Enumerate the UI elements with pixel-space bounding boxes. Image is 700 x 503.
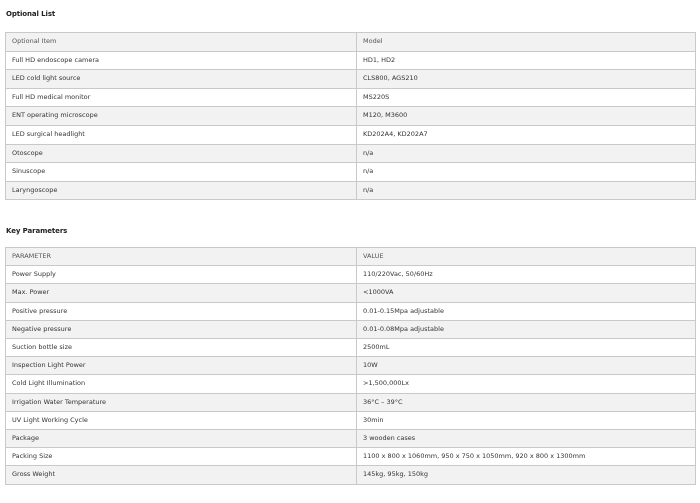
table-row — [6, 125, 696, 144]
item-model-cell: n/a — [357, 163, 696, 182]
table-row — [6, 144, 696, 163]
parameter-name-cell: Inspection Light Power — [6, 357, 357, 375]
table-header-row — [6, 248, 696, 266]
optional-list-table — [5, 32, 696, 200]
table-row — [6, 107, 696, 126]
item-name-cell: LED cold light source — [6, 70, 357, 89]
table-row — [6, 339, 696, 357]
parameter-name-cell: Package — [6, 430, 357, 448]
parameter-value-cell: 0.01-0.08Mpa adjustable — [357, 320, 696, 338]
item-name-cell: Sinuscope — [6, 163, 357, 182]
header-cell-item: Optional Item — [6, 33, 357, 52]
parameter-value-cell: 10W — [357, 357, 696, 375]
item-name-cell: Laryngoscope — [6, 181, 357, 200]
table-row — [6, 357, 696, 375]
table-row — [6, 88, 696, 107]
item-model-cell: MS220S — [357, 88, 696, 107]
parameter-value-cell: 3 wooden cases — [357, 430, 696, 448]
table-row — [6, 393, 696, 411]
parameter-value-cell: 36°C – 39°C — [357, 393, 696, 411]
item-model-cell: M120, M3600 — [357, 107, 696, 126]
table-row — [6, 375, 696, 393]
item-name-cell: Otoscope — [6, 144, 357, 163]
parameter-name-cell: Negative pressure — [6, 320, 357, 338]
item-model-cell: CLS800, AGS210 — [357, 70, 696, 89]
table-row — [6, 284, 696, 302]
table-row — [6, 411, 696, 429]
table-row — [6, 70, 696, 89]
parameter-name-cell: Gross Weight — [6, 466, 357, 484]
parameter-name-cell: Irrigation Water Temperature — [6, 393, 357, 411]
table-row — [6, 51, 696, 70]
parameter-name-cell: Suction bottle size — [6, 339, 357, 357]
parameter-value-cell: >1,500,000Lx — [357, 375, 696, 393]
table-row — [6, 302, 696, 320]
item-name-cell: LED surgical headlight — [6, 125, 357, 144]
parameter-value-cell: 0.01-0.15Mpa adjustable — [357, 302, 696, 320]
parameter-value-cell: 30min — [357, 411, 696, 429]
header-cell-model: Model — [357, 33, 696, 52]
table-row — [6, 466, 696, 484]
table-row — [6, 163, 696, 182]
item-name-cell: ENT operating microscope — [6, 107, 357, 126]
header-cell-parameter: PARAMETER — [6, 248, 357, 266]
header-cell-value: VALUE — [357, 248, 696, 266]
table-row — [6, 448, 696, 466]
parameter-value-cell: 1100 x 800 x 1060mm, 950 x 750 x 1050mm, 920 x 800 x 1300mm — [357, 448, 696, 466]
item-model-cell: n/a — [357, 181, 696, 200]
item-name-cell: Full HD medical monitor — [6, 88, 357, 107]
item-model-cell: KD202A4, KD202A7 — [357, 125, 696, 144]
parameter-name-cell: Max. Power — [6, 284, 357, 302]
item-model-cell: HD1, HD2 — [357, 51, 696, 70]
parameter-name-cell: UV Light Working Cycle — [6, 411, 357, 429]
key-parameters-title: Key Parameters — [6, 227, 68, 235]
table-row — [6, 320, 696, 338]
parameter-value-cell: <1000VA — [357, 284, 696, 302]
item-name-cell: Full HD endoscope camera — [6, 51, 357, 70]
parameter-name-cell: Positive pressure — [6, 302, 357, 320]
table-row — [6, 430, 696, 448]
item-model-cell: n/a — [357, 144, 696, 163]
parameter-name-cell: Packing Size — [6, 448, 357, 466]
optional-list-title: Optional List — [6, 10, 56, 18]
table-header-row — [6, 33, 696, 52]
parameter-value-cell: 2500mL — [357, 339, 696, 357]
table-row — [6, 266, 696, 284]
parameter-name-cell: Cold Light Illumination — [6, 375, 357, 393]
parameter-value-cell: 145kg, 95kg, 150kg — [357, 466, 696, 484]
table-row — [6, 181, 696, 200]
parameter-value-cell: 110/220Vac, 50/60Hz — [357, 266, 696, 284]
parameter-name-cell: Power Supply — [6, 266, 357, 284]
key-parameters-table — [5, 247, 696, 485]
